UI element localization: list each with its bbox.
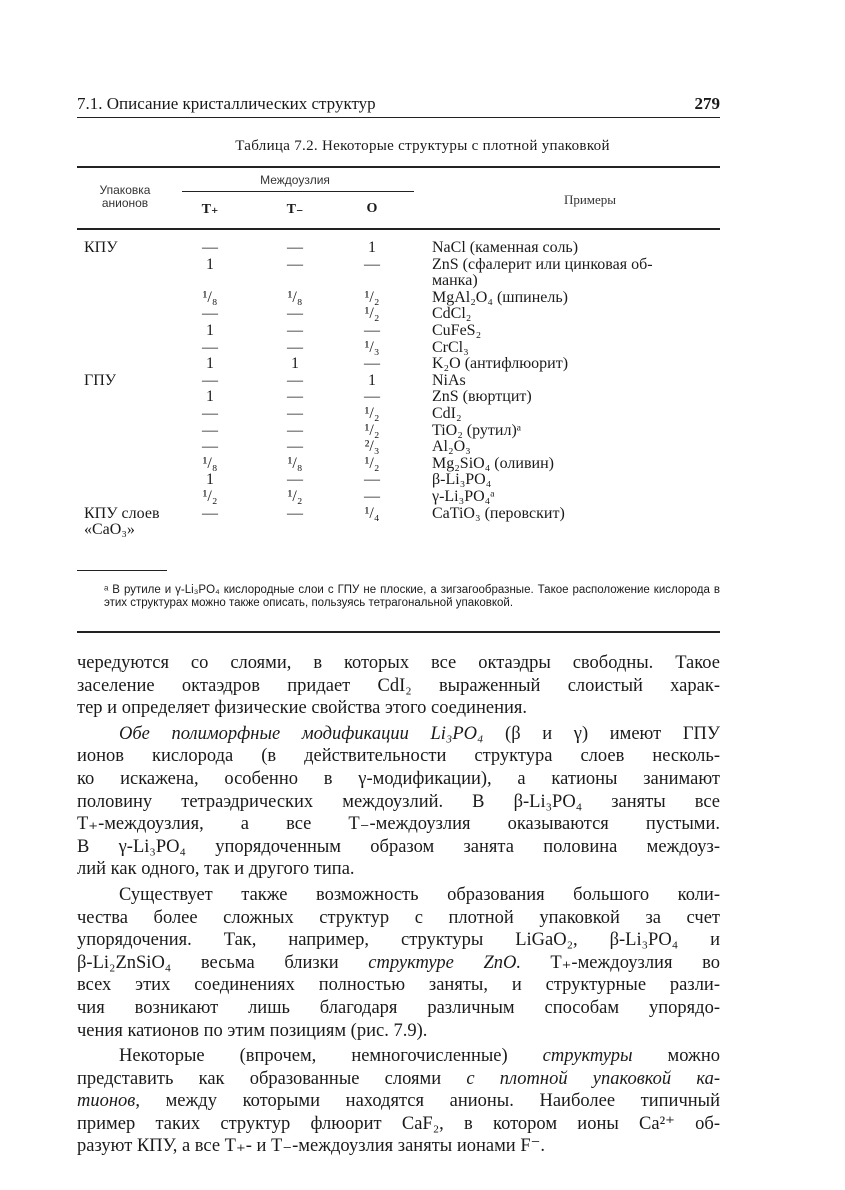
cell-t-minus: ¹/₂ bbox=[287, 488, 303, 505]
text-segment: чества более сложных структур с плотной упаковкой за счет bbox=[77, 907, 720, 928]
text-segment: Некоторые (впрочем, немногочисленные) bbox=[119, 1046, 543, 1067]
text-line bbox=[77, 836, 720, 859]
text-line bbox=[77, 745, 720, 768]
text-segment: тер и определяет физические свойства этого соединения. bbox=[77, 698, 527, 719]
table-row bbox=[0, 323, 845, 339]
italic-text: с плотной упаковкой ка- bbox=[466, 1068, 720, 1089]
cell-t-minus: — bbox=[287, 438, 303, 456]
text-line bbox=[77, 1045, 720, 1068]
cell-o: ¹/₃ bbox=[364, 338, 380, 356]
cell-t-plus: 1 bbox=[206, 255, 214, 273]
cell-o: — bbox=[364, 322, 380, 339]
cell-packing: ГПУ bbox=[84, 371, 117, 389]
cell-example: γ-Li₃PO₄ᵃ bbox=[432, 488, 495, 505]
header-t-minus: T₋ bbox=[286, 202, 304, 217]
text-segment: T₊-междоузлия во bbox=[521, 952, 720, 973]
cell-example: TiO₂ (рутил)ᵃ bbox=[432, 421, 522, 439]
table-row bbox=[0, 472, 845, 488]
table-row bbox=[0, 389, 845, 405]
text-segment: лий как одного, так и другого типа. bbox=[77, 859, 355, 880]
cell-o: ¹/₄ bbox=[364, 504, 380, 522]
table-row bbox=[0, 506, 845, 522]
cell-example: CaTiO₃ (перовскит) bbox=[432, 504, 565, 522]
table-row bbox=[0, 273, 845, 289]
text-line bbox=[77, 858, 720, 881]
text-line bbox=[77, 697, 720, 720]
cell-t-minus: — bbox=[287, 421, 303, 439]
text-line bbox=[77, 1068, 720, 1091]
cell-o: ¹/₂ bbox=[364, 305, 380, 323]
page-number: 279 bbox=[694, 94, 720, 113]
cell-example: NiAs bbox=[432, 371, 466, 389]
cell-t-minus: — bbox=[287, 471, 303, 489]
text-line bbox=[77, 652, 720, 675]
italic-text: Обе полиморфные модификации Li₃PO₄ bbox=[119, 723, 484, 744]
header-packing-1: Упаковка bbox=[99, 183, 151, 197]
text-segment: T₊-междоузлия, а все T₋-междоузлия оказываются пустыми. bbox=[77, 814, 720, 835]
cell-t-plus: ¹/₈ bbox=[202, 288, 218, 306]
text-segment: ко искажена, особенно в γ-модификации), а катионы занимают bbox=[77, 768, 720, 789]
cell-t-plus: 1 bbox=[206, 471, 214, 489]
text-segment: можно bbox=[632, 1046, 720, 1067]
text-segment: упорядочения. Так, например, структуры LiGaO₂, β-Li₃PO₄ и bbox=[77, 930, 720, 951]
cell-example: Mg₂SiO₄ (оливин) bbox=[432, 454, 554, 472]
text-segment: представить как образованные слоями bbox=[77, 1068, 467, 1089]
body-text bbox=[77, 652, 720, 1158]
table-header-rule bbox=[77, 228, 720, 230]
cell-example: MgAl₂O₄ (шпинель) bbox=[432, 288, 568, 306]
text-segment: , между которыми находятся анионы. Наиболее типичный bbox=[135, 1091, 720, 1112]
cell-o: ¹/₂ bbox=[364, 421, 380, 439]
header-examples: Примеры bbox=[563, 192, 617, 207]
cell-t-plus: ¹/₂ bbox=[202, 488, 218, 505]
cell-example: CuFeS₂ bbox=[432, 322, 482, 339]
cell-example: CdI₂ bbox=[432, 405, 462, 422]
header-rule bbox=[77, 117, 720, 118]
cell-o: ¹/₂ bbox=[364, 288, 380, 306]
cell-t-minus: ¹/₈ bbox=[287, 288, 303, 306]
cell-o: 1 bbox=[368, 239, 376, 256]
cell-t-minus: — bbox=[287, 388, 303, 406]
header-packing-2: анионов bbox=[101, 196, 149, 210]
cell-t-plus: — bbox=[202, 504, 218, 522]
cell-t-minus: 1 bbox=[291, 355, 299, 373]
table-row bbox=[0, 522, 845, 538]
cell-t-minus: — bbox=[287, 371, 303, 389]
cell-example: CrCl₃ bbox=[432, 338, 469, 356]
text-line bbox=[77, 675, 720, 698]
interstices-rule bbox=[182, 191, 414, 192]
text-line bbox=[77, 813, 720, 836]
cell-t-minus: — bbox=[287, 305, 303, 323]
cell-example: K₂O (антифлюорит) bbox=[432, 355, 569, 373]
cell-t-minus: ¹/₈ bbox=[287, 454, 303, 472]
table-row bbox=[0, 356, 845, 372]
text-line bbox=[77, 929, 720, 952]
text-segment: ионов кислорода (в действительности структура слоев несколь- bbox=[77, 746, 720, 767]
text-segment: заселение октаэдров придает CdI₂ выраженный слоистый харак- bbox=[77, 675, 720, 696]
text-segment: β-Li₂ZnSiO₄ весьма близки bbox=[77, 952, 369, 973]
running-header bbox=[77, 94, 720, 116]
text-line bbox=[77, 1020, 720, 1043]
cell-t-minus: — bbox=[287, 504, 303, 522]
table-row bbox=[0, 373, 845, 389]
cell-t-plus: 1 bbox=[206, 355, 214, 373]
cell-o: — bbox=[364, 355, 380, 373]
cell-packing: КПУ bbox=[84, 239, 118, 256]
text-line bbox=[77, 997, 720, 1020]
text-line bbox=[77, 723, 720, 746]
table-row bbox=[0, 456, 845, 472]
text-line bbox=[77, 1113, 720, 1136]
text-segment: (β и γ) имеют ГПУ bbox=[483, 723, 720, 744]
cell-t-minus: — bbox=[287, 405, 303, 422]
cell-o: ¹/₂ bbox=[364, 454, 380, 472]
cell-example: β-Li₃PO₄ bbox=[432, 471, 492, 489]
table-footnote: ᵃ В рутиле и γ-Li₃PO₄ кислородные слои с ГПУ не плоские, а зигзагообразные. Такое расположение кислорода в этих структурах можно также описать, пользуясь тетрагональной упаковкой. bbox=[104, 584, 720, 609]
cell-t-minus: — bbox=[287, 322, 303, 339]
cell-t-plus: — bbox=[202, 338, 218, 356]
text-segment: чения катионов по этим позициям (рис. 7.9). bbox=[77, 1020, 428, 1041]
text-line bbox=[77, 952, 720, 975]
text-segment: Существует также возможность образования большого коли- bbox=[119, 884, 720, 905]
cell-example: ZnS (сфалерит или цинковая об- bbox=[432, 255, 653, 273]
table-bottom-rule bbox=[77, 631, 720, 633]
italic-text: тионов bbox=[77, 1091, 136, 1112]
cell-example: CdCl₂ bbox=[432, 305, 472, 323]
cell-t-plus: ¹/₈ bbox=[202, 454, 218, 472]
table-top-rule bbox=[77, 166, 720, 168]
table-title: Таблица 7.2. Некоторые структуры с плотной упаковкой bbox=[235, 138, 610, 154]
cell-t-minus: — bbox=[287, 255, 303, 273]
cell-o: — bbox=[364, 388, 380, 406]
cell-example: NaCl (каменная соль) bbox=[432, 239, 579, 256]
table-row bbox=[0, 257, 845, 273]
text-segment: разуют КПУ, а все T₊- и T₋-междоузлия заняты ионами F⁻. bbox=[77, 1136, 546, 1157]
text-segment: половину тетраэдрических междоузлий. В β-Li₃PO₄ заняты все bbox=[77, 791, 720, 812]
italic-text: структуре ZnO. bbox=[368, 952, 522, 973]
table-end-rule bbox=[77, 570, 167, 571]
text-segment: В γ-Li₃PO₄ упорядоченным образом занята половина междоуз- bbox=[77, 836, 720, 857]
cell-t-plus: — bbox=[202, 421, 218, 439]
header-o: O bbox=[366, 201, 378, 216]
text-line bbox=[77, 1135, 720, 1158]
text-line bbox=[77, 1090, 720, 1113]
header-t-plus: T₊ bbox=[201, 202, 219, 217]
cell-t-plus: — bbox=[202, 371, 218, 389]
cell-example: ZnS (вюртцит) bbox=[432, 388, 532, 406]
cell-example: Al₂O₃ bbox=[432, 438, 471, 456]
text-line bbox=[77, 974, 720, 997]
cell-t-plus: — bbox=[202, 405, 218, 422]
text-segment: пример таких структур флюорит CaF₂, в котором ионы Ca²⁺ об- bbox=[77, 1113, 720, 1134]
cell-o: — bbox=[364, 255, 380, 273]
section-title: 7.1. Описание кристаллических структур bbox=[77, 94, 376, 113]
text-segment: чередуются со слоями, в которых все октаэдры свободны. Такое bbox=[77, 653, 720, 673]
cell-packing: КПУ слоев bbox=[84, 504, 160, 522]
header-interstices: Междоузлия bbox=[260, 173, 330, 187]
cell-t-plus: — bbox=[202, 305, 218, 323]
table-row bbox=[0, 439, 845, 455]
table-row bbox=[0, 340, 845, 356]
text-line bbox=[77, 791, 720, 814]
table-row bbox=[0, 406, 845, 422]
cell-example: манка) bbox=[432, 272, 478, 290]
text-line bbox=[77, 768, 720, 791]
cell-t-plus: 1 bbox=[206, 322, 214, 339]
text-segment: чия возникают лишь благодаря различным способам упорядо- bbox=[77, 997, 720, 1018]
table-row bbox=[0, 240, 845, 256]
cell-packing: «CaO₃» bbox=[84, 521, 135, 539]
text-line bbox=[77, 907, 720, 930]
text-line bbox=[77, 884, 720, 907]
cell-o: — bbox=[364, 488, 380, 505]
table-row bbox=[0, 306, 845, 322]
italic-text: структуры bbox=[542, 1046, 633, 1067]
text-segment: всех этих соединениях полностью заняты, и структурные разли- bbox=[77, 975, 720, 996]
table-row bbox=[0, 290, 845, 306]
cell-o: ¹/₂ bbox=[364, 405, 380, 422]
table-row bbox=[0, 489, 845, 505]
cell-t-plus: — bbox=[202, 239, 218, 256]
table-row bbox=[0, 423, 845, 439]
cell-t-minus: — bbox=[287, 338, 303, 356]
cell-t-plus: — bbox=[202, 438, 218, 456]
cell-o: — bbox=[364, 471, 380, 489]
cell-t-plus: 1 bbox=[206, 388, 214, 406]
cell-t-minus: — bbox=[287, 239, 303, 256]
cell-o: ²/₃ bbox=[364, 438, 380, 456]
cell-o: 1 bbox=[368, 371, 376, 389]
